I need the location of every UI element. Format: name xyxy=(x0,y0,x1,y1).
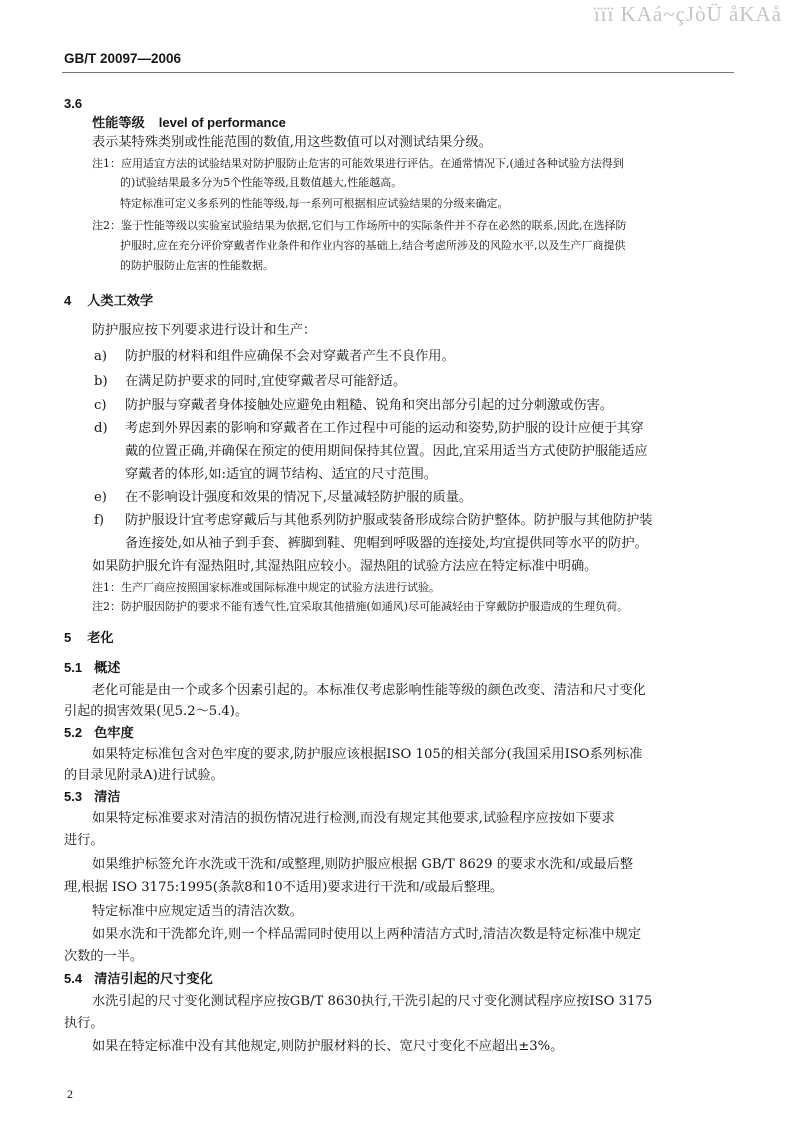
term-heading xyxy=(92,114,286,132)
section-4-title: 人类工效学 xyxy=(87,294,154,309)
section-5-title: 老化 xyxy=(87,631,114,646)
item-a-text: 防护服的材料和组件应确保不会对穿戴者产生不良作用。 xyxy=(125,349,455,364)
s53-p4-line2: 次数的一半。 xyxy=(64,949,144,964)
item-c-text: 防护服与穿戴者身体接触处应避免由粗糙、锐角和突出部分引起的过分刺激或伤害。 xyxy=(125,398,613,413)
section-5-3-heading xyxy=(64,788,120,806)
s53-p3: 特定标准中应规定适当的清洁次数。 xyxy=(92,904,303,919)
item-c-label: c) xyxy=(94,398,107,413)
item-b-label: b) xyxy=(94,374,108,389)
item-d-label: d) xyxy=(94,421,108,436)
s54-p2: 如果在特定标准中没有其他规定,则防护服材料的长、宽尺寸变化不应超出±3%。 xyxy=(92,1039,564,1054)
s36-note2-line2: 护服时,应在充分评价穿戴者作业条件和作业内容的基础上,结合考虑所涉及的风险水平,以及生产厂商提供 xyxy=(120,239,626,252)
s51-line1: 老化可能是由一个或多个因素引起的。本标准仅考虑影响性能等级的颜色改变、清洁和尺寸变化 xyxy=(92,683,646,698)
section-5-4-number: 5.4 xyxy=(64,971,83,986)
s53-p1-line1: 如果特定标准要求对清洁的损伤情况进行检测,而没有规定其他要求,试验程序应按如下要求 xyxy=(92,811,615,826)
section-5-2-title: 色牢度 xyxy=(94,726,134,741)
item-f-label: f) xyxy=(94,513,105,528)
s36-note1-line2: 的)试验结果最多分为5个性能等级,且数值越大,性能越高。 xyxy=(120,176,403,189)
item-e-label: e) xyxy=(94,490,107,505)
section-5-heading xyxy=(64,629,114,647)
section-5-4-heading xyxy=(64,970,213,988)
section-5-number: 5 xyxy=(64,630,72,645)
section-5-2-number: 5.2 xyxy=(64,725,83,740)
item-f-line1: 防护服设计宜考虑穿戴后与其他系列防护服或装备形成综合防护整体。防护服与其他防护装 xyxy=(125,513,653,528)
s53-p1-line2: 进行。 xyxy=(64,833,104,848)
item-d-line2: 戴的位置正确,并确保在预定的使用期间保持其位置。因此,宜采用适当方式使防护服能适应 xyxy=(125,444,648,459)
item-e-text: 在不影响设计强度和效果的情况下,尽量减轻防护服的质量。 xyxy=(125,490,473,505)
section-3-6-number: 3.6 xyxy=(64,96,83,111)
watermark-text: ïïï KAá~çJòÜ åKAå xyxy=(593,2,782,26)
s54-p1-line1: 水洗引起的尺寸变化测试程序应按GB/T 8630执行,干洗引起的尺寸变化测试程序应按ISO 3175 xyxy=(92,994,653,1009)
standard-number: GB/T 20097—2006 xyxy=(64,51,182,66)
page-number: 2 xyxy=(67,1087,73,1101)
s53-p4-line1: 如果水洗和干洗都允许,则一个样品需同时使用以上两种清洁方式时,清洁次数是特定标准中规定 xyxy=(92,927,642,942)
term-definition: 表示某特殊类别或性能范围的数值,用这些数值可以对测试结果分级。 xyxy=(92,135,492,150)
s36-note1-line1: 注1：应用适宜方法的试验结果对防护服防止危害的可能效果进行评估。在通常情况下,(通过各种试验方法得到 xyxy=(92,157,624,170)
s36-note2-line3: 的防护服防止危害的性能数据。 xyxy=(120,259,274,272)
s54-p1-line2: 执行。 xyxy=(64,1016,104,1031)
section-5-3-number: 5.3 xyxy=(64,789,83,804)
term-cn: 性能等级 xyxy=(92,116,145,131)
item-d-line3: 穿戴者的体形,如:适宜的调节结构、适宜的尺寸范围。 xyxy=(125,467,437,482)
section-5-1-number: 5.1 xyxy=(64,660,83,675)
s53-p2-line2: 理,根据 ISO 3175:1995(条款8和10不适用)要求进行干洗和/或最后整理。 xyxy=(64,880,504,895)
s36-note1-line3: 特定标准可定义多系列的性能等级,每一系列可根据相应试验结果的分级来确定。 xyxy=(120,197,509,210)
s52-line2: 的目录见附录A)进行试验。 xyxy=(64,768,224,783)
s51-line2: 引起的损害效果(见5.2～5.4)。 xyxy=(64,704,249,719)
s4-moisture: 如果防护服允许有湿热阻时,其湿热阻应较小。湿热阻的试验方法应在特定标准中明确。 xyxy=(92,559,598,574)
section-4-number: 4 xyxy=(64,293,72,308)
s4-note2: 注2：防护服因防护的要求不能有透气性,宜采取其他措施(如通风)尽可能减轻由于穿戴防护服造成的生理负荷。 xyxy=(92,600,629,613)
header-rule xyxy=(62,72,734,73)
s52-line1: 如果特定标准包含对色牢度的要求,防护服应该根据ISO 105的相关部分(我国采用ISO系列标准 xyxy=(92,747,643,762)
item-a-label: a) xyxy=(94,349,108,364)
section-5-1-heading xyxy=(64,659,120,677)
s53-p2-line1: 如果维护标签允许水洗或干洗和/或整理,则防护服应根据 GB/T 8629 的要求水洗和/或最后整 xyxy=(92,857,634,872)
term-en: level of performance xyxy=(158,115,286,130)
section-5-2-heading xyxy=(64,724,134,742)
s4-intro: 防护服应按下列要求进行设计和生产： xyxy=(92,323,317,338)
item-f-line2: 备连接处,如从袖子到手套、裤脚到鞋、兜帽到呼吸器的连接处,均宜提供同等水平的防护。 xyxy=(125,536,648,551)
s4-note1: 注1：生产厂商应按照国家标准或国际标准中规定的试验方法进行试验。 xyxy=(92,581,440,594)
item-d-line1: 考虑到外界因素的影响和穿戴者在工作过程中可能的运动和姿势,防护服的设计应便于其穿 xyxy=(125,421,644,436)
s36-note2-line1: 注2：鉴于性能等级以实验室试验结果为依据,它们与工作场所中的实际条件并不存在必然的联系,因此,在选择防 xyxy=(92,219,627,232)
item-b-text: 在满足防护要求的同时,宜使穿戴者尽可能舒适。 xyxy=(125,374,407,389)
section-5-3-title: 清洁 xyxy=(94,790,121,805)
section-4-heading xyxy=(64,292,153,310)
section-5-4-title: 清洁引起的尺寸变化 xyxy=(94,972,213,987)
section-5-1-title: 概述 xyxy=(94,661,121,676)
